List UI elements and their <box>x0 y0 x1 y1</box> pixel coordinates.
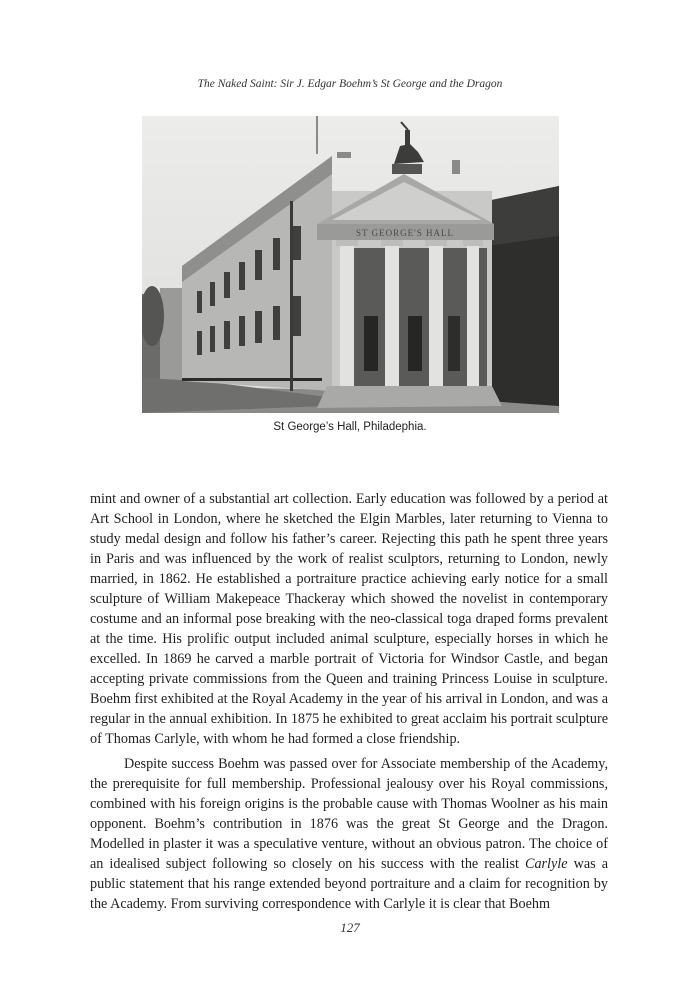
body-text <box>90 489 608 919</box>
paragraph-1: mint and owner of a substantial art collection. Early education was followed by a period at Art School in London, where he sketched the Elgin Marbles, later returning to Vienna to study medal design and follow his father’s career. Rejecting this path he spent three years in Paris and was influenced by the work of realist sculptors, returning to London, newly married, in 1862. He established a portraiture practice achieving early notice for a small sculpture of William Makepeace Thackeray which showed the novelist in contemporary costume and an informal pose breaking with the neo-classical toga draped forms prevalent at the time. His prolific output included animal sculpture, especially horses in which he excelled. In 1869 he carved a marble portrait of Victoria for Windsor Castle, and began accepting private commissions from the Queen and training Princess Louise in sculpture. Boehm first exhibited at the Royal Academy in the year of his arrival in London, and was a regular in the annual exhibition. In 1875 he exhibited to great acclaim his portrait sculpture of Thomas Carlyle, with whom he had formed a close friendship. <box>90 491 608 747</box>
figure-photograph <box>142 116 559 413</box>
paragraph-2 <box>90 754 608 914</box>
building-photo <box>142 116 559 413</box>
paragraph-2-italic: Carlyle <box>524 856 568 872</box>
paragraph-2-text-b: was a public statement that his range extended beyond portraiture and a claim for recognition by the Academy. From surviving correspondence with Carlyle it is clear that Boehm <box>90 856 608 912</box>
running-head: The Naked Saint: Sir J. Edgar Boehm’s St George and the Dragon <box>197 78 503 90</box>
pediment-inscription: ST GEORGE'S HALL <box>356 228 454 238</box>
page-number: 127 <box>340 920 360 935</box>
figure-caption: St George’s Hall, Philadephia. <box>273 421 427 433</box>
paragraph-2-text-a: Despite success Boehm was passed over for Associate membership of the Academy, the prerequisite for full membership. Professional jealousy over his Royal commissions, combined with his foreign origins is the probable cause with Thomas Woolner as his main opponent. Boehm’s contribution in 1876 was the great St George and the Dragon. Modelled in plaster it was a speculative venture, without an obvious patron. The choice of an idealised subject following so closely on his success with the realist <box>90 756 608 872</box>
